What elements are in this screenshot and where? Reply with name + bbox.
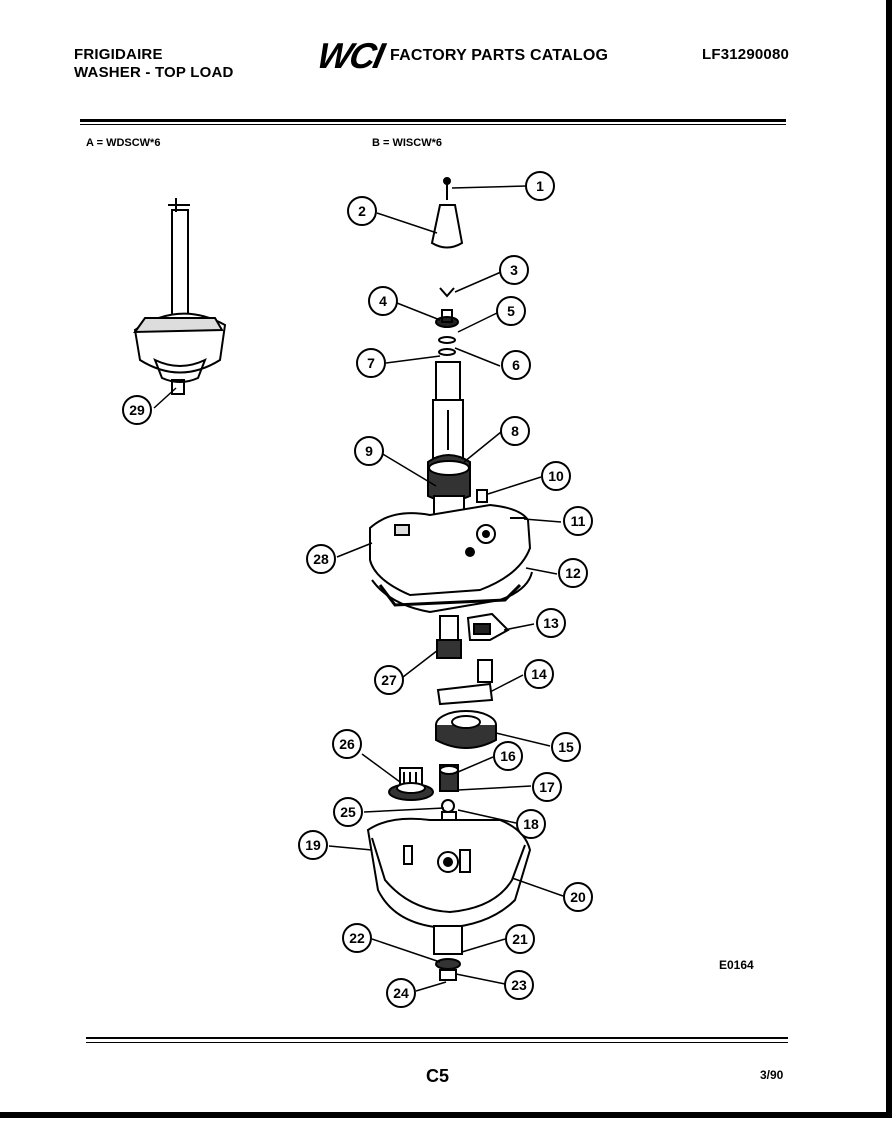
catalog-title: FACTORY PARTS CATALOG [389, 47, 609, 64]
callout-label: 8 [511, 423, 519, 439]
callout-18 [517, 810, 545, 838]
diagram-code: E0164 [719, 958, 754, 972]
callout-label: 14 [531, 666, 547, 682]
page-number: C5 [426, 1066, 450, 1086]
callout-label: 13 [543, 615, 559, 631]
callout-label: 12 [565, 565, 581, 581]
callout-27 [375, 666, 403, 694]
callout-label: 16 [500, 748, 516, 764]
variant-a-label: A = WDSCW*6 [86, 137, 161, 149]
callout-11 [564, 507, 592, 535]
callout-5 [497, 297, 525, 325]
callout-label: 10 [548, 468, 564, 484]
callout-label: 17 [539, 779, 555, 795]
callout-26 [333, 730, 361, 758]
callout-2 [348, 197, 376, 225]
callout-19 [299, 831, 327, 859]
callout-label: 21 [512, 931, 528, 947]
callout-16 [494, 742, 522, 770]
callout-label: 9 [365, 443, 373, 459]
callout-3 [500, 256, 528, 284]
callout-label: 22 [349, 930, 365, 946]
callout-label: 19 [305, 837, 321, 853]
callout-7 [357, 349, 385, 377]
callout-21 [506, 925, 534, 953]
callout-13 [537, 609, 565, 637]
callout-label: 5 [507, 303, 515, 319]
wci-logo: WCI [313, 35, 387, 76]
footer-rule-thin [86, 1042, 788, 1043]
callout-25 [334, 798, 362, 826]
callout-17 [533, 773, 561, 801]
revision-date: 3/90 [760, 1068, 784, 1082]
product-type: WASHER - TOP LOAD [74, 64, 234, 81]
callout-10 [542, 462, 570, 490]
callout-15 [552, 733, 580, 761]
callout-14 [525, 660, 553, 688]
callout-20 [564, 883, 592, 911]
callout-label: 29 [129, 402, 145, 418]
callout-label: 20 [570, 889, 586, 905]
callout-label: 27 [381, 672, 397, 688]
callout-label: 6 [512, 357, 520, 373]
callout-label: 28 [313, 551, 329, 567]
callout-label: 7 [367, 355, 375, 371]
footer-rule [86, 1037, 788, 1039]
callout-23 [505, 971, 533, 999]
callout-label: 23 [511, 977, 527, 993]
variant-a-assembly [135, 198, 225, 394]
callout-label: 2 [358, 203, 366, 219]
callout-9 [355, 437, 383, 465]
callout-label: 24 [393, 985, 409, 1001]
callout-label: 11 [570, 513, 586, 529]
callout-label: 4 [379, 293, 387, 309]
callout-22 [343, 924, 371, 952]
callout-label: 25 [340, 804, 356, 820]
callout-label: 18 [523, 816, 539, 832]
callout-label: 1 [536, 178, 544, 194]
callout-24 [387, 979, 415, 1007]
callout-label: 3 [510, 262, 518, 278]
callout-28 [307, 545, 335, 573]
callout-29 [123, 396, 151, 424]
callout-label: 26 [339, 736, 355, 752]
callout-12 [559, 559, 587, 587]
catalog-number: LF31290080 [702, 46, 790, 63]
callout-1 [526, 172, 554, 200]
middle-gear-parts [389, 614, 508, 848]
callout-6 [502, 351, 530, 379]
brand-name: FRIGIDAIRE [74, 46, 163, 63]
callout-4 [369, 287, 397, 315]
variant-b-label: B = WISCW*6 [372, 137, 442, 149]
callout-label: 15 [558, 739, 574, 755]
callout-8 [501, 417, 529, 445]
gear-case-lower [368, 819, 530, 980]
diagram-art [135, 178, 563, 991]
